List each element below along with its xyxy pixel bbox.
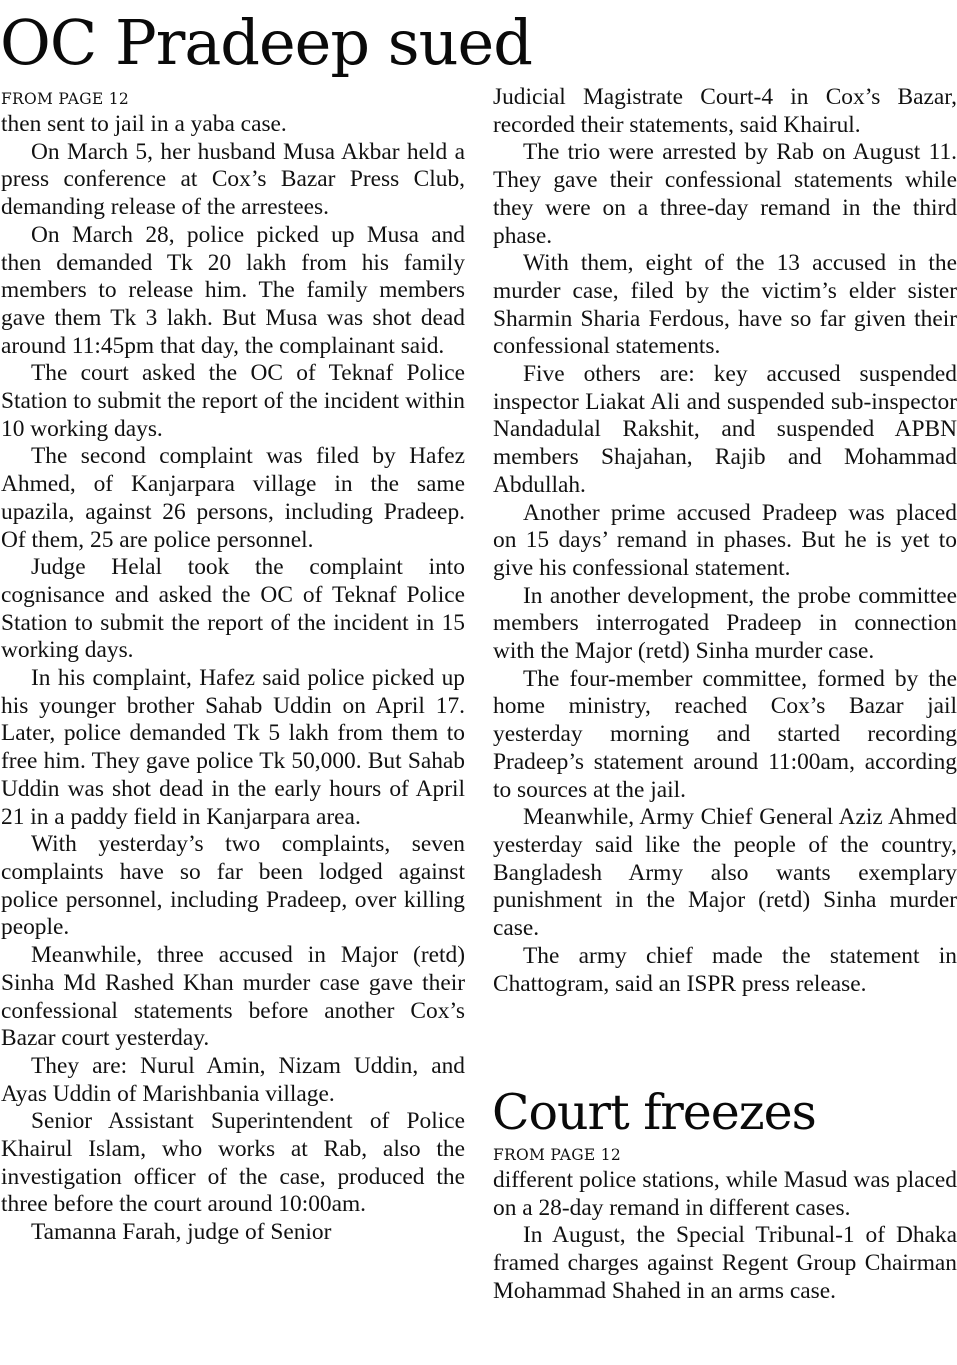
story1-right-column [493,84,957,998]
story1-left-paragraph: On March 28, police picked up Musa and then demanded Tk 20 lakh from his family members to release him. The family members gave them Tk 3 lakh. But Musa was shot dead around 11:45pm that day, the complainant said. [1,221,465,359]
story1-left-paragraph: On March 5, her husband Musa Akbar held a press conference at Cox’s Bazar Press Club, demanding release of the arrestees. [1,138,465,221]
story1-left-paragraph: With yesterday’s two complaints, seven complaints have so far been lodged against police personnel, including Pradeep, over killing people. [1,831,465,941]
story2-column [493,1167,957,1306]
story1-left-paragraph: Senior Assistant Superintendent of Police Khairul Islam, who works at Rab, also the investigation officer of the case, produced the three before the court around 10:00am. [1,1108,465,1218]
story1-jump-line: FROM PAGE 12 [1,90,130,108]
story1-right-paragraph: Judicial Magistrate Court-4 in Cox’s Bazar, recorded their statements, said Khairul. [493,84,957,138]
story1-left-paragraph: The court asked the OC of Teknaf Police Station to submit the report of the incident within 10 working days. [1,360,465,442]
story2-paragraph: In August, the Special Tribunal-1 of Dhaka framed charges against Regent Group Chairman Mohammad Shahed in an arms case. [493,1222,957,1304]
story2-jump-line: FROM PAGE 12 [493,1146,622,1164]
story1-right-paragraph: The four-member committee, formed by the home ministry, reached Cox’s Bazar jail yesterday morning and started recording Pradeep’s statement around 11:00am, according to sources at the jail. [493,665,957,803]
story1-left-paragraph: They are: Nurul Amin, Nizam Uddin, and Ayas Uddin of Marishbania village. [1,1052,465,1107]
story1-left-paragraph: Judge Helal took the complaint into cognisance and asked the OC of Teknaf Police Station to submit the report of the incident in 15 working days. [1,554,465,664]
story2-paragraph: different police stations, while Masud was placed on a 28-day remand in different cases. [493,1167,957,1221]
story1-left-paragraph: then sent to jail in a yaba case. [1,111,287,137]
story1-right-paragraph: With them, eight of the 13 accused in the murder case, filed by the victim’s elder sister Sharmin Sharia Ferdous, have so far given their confessional statements. [493,250,957,360]
story1-headline: OC Pradeep sued [0,6,532,79]
story1-left-paragraph: Meanwhile, three accused in Major (retd) Sinha Md Rashed Khan murder case gave their confessional statements before another Cox’s Bazar court yesterday. [1,942,465,1052]
story1-right-paragraph: Another prime accused Pradeep was placed on 15 days’ remand in phases. But he is yet to give his confessional statement. [493,499,957,581]
story1-right-paragraph: In another development, the probe committee members interrogated Pradeep in connection with the Major (retd) Sinha murder case. [493,582,957,665]
story1-left-paragraph: In his complaint, Hafez said police picked up his younger brother Sahab Uddin on April 17. Later, police demanded Tk 5 lakh from them to free him. They gave police Tk 50,000. But Sahab Uddin was shot dead in the early hours of April 21 in a paddy field in Kanjarpara area. [1,665,465,830]
story1-left-column [1,111,465,1247]
story1-right-paragraph: Five others are: key accused suspended inspector Liakat Ali and suspended sub-inspector Nandadulal Rakshit, and suspended APBN members Shajahan, Rajib and Mohammad Abdullah. [493,361,957,498]
story1-left-paragraph: The second complaint was filed by Hafez Ahmed, of Kanjarpara village in the same upazila, against 26 persons, including Pradeep. Of them, 25 are police personnel. [1,443,465,553]
story1-right-paragraph: The trio were arrested by Rab on August 11. They gave their confessional statements while they were on a three-day remand in the third phase. [493,139,957,249]
story1-right-paragraph: Meanwhile, Army Chief General Aziz Ahmed yesterday said like the people of the country, Bangladesh Army also wants exemplary punishment in the Major (retd) Sinha murder case. [493,804,957,942]
story2-headline: Court freezes [492,1084,816,1141]
story1-left-paragraph: Tamanna Farah, judge of Senior [31,1219,332,1246]
story1-right-paragraph: The army chief made the statement in Chattogram, said an ISPR press release. [493,942,957,997]
